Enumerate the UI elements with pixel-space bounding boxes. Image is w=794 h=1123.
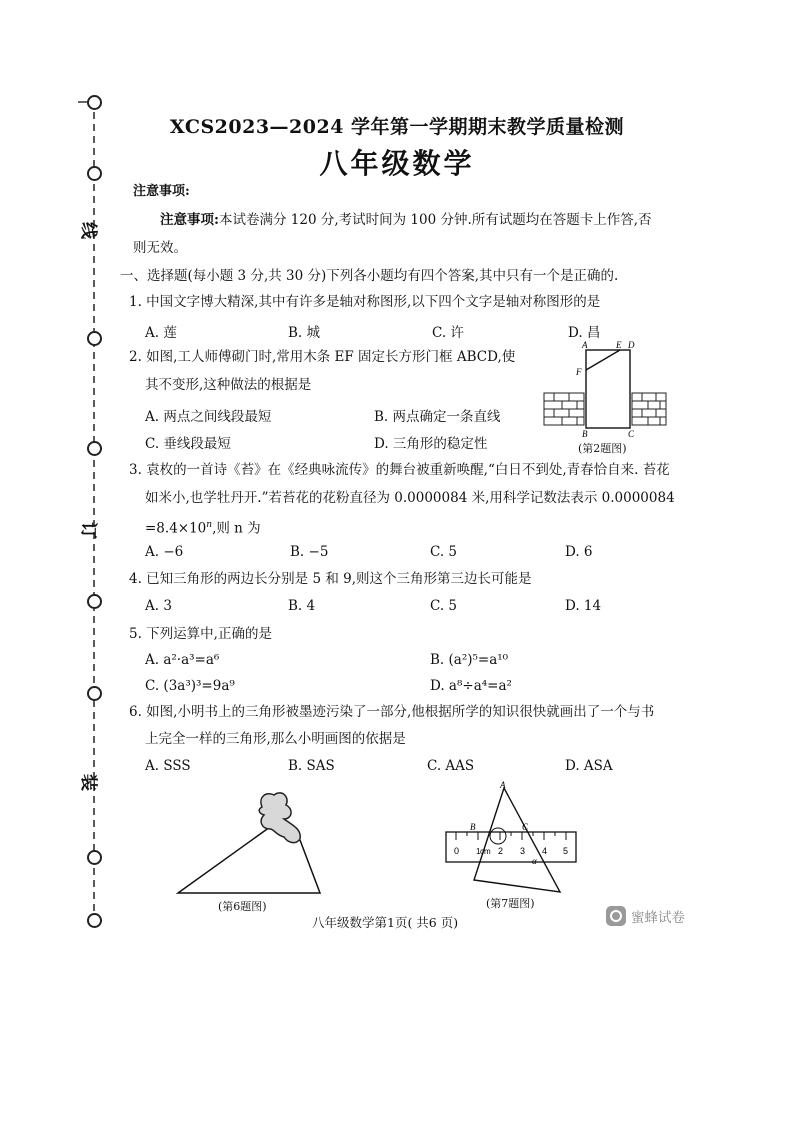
q2-option-d: D. 三角形的稳定性 xyxy=(374,436,488,452)
margin-char-zhuang: 装 xyxy=(78,774,98,791)
question-5-stem: 5. 下列运算中,正确的是 xyxy=(129,626,272,642)
q5-option-d: D. a⁸÷a⁴=a² xyxy=(430,678,512,694)
watermark-text: 蜜蜂试卷 xyxy=(631,910,685,925)
q6-option-d: D. ASA xyxy=(565,758,613,774)
binding-ring xyxy=(87,594,102,609)
ruler-ticks xyxy=(456,832,566,840)
notes-line1 xyxy=(160,211,652,229)
q5-option-a: A. a²·a³=a⁶ xyxy=(145,652,220,668)
label-c: C xyxy=(522,822,529,832)
margin-char-ding: 订 xyxy=(78,522,98,539)
binding-ring xyxy=(87,913,102,928)
q1-option-c: C. 许 xyxy=(432,325,464,341)
label-d: D xyxy=(628,340,635,350)
question-2-stem-line1: 2. 如图,工人师傅砌门时,常用木条 EF 固定长方形门框 ABCD,使 xyxy=(129,349,516,365)
binding-ring xyxy=(87,850,102,865)
notes-line2: 则无效。 xyxy=(133,240,187,256)
ink-stain xyxy=(259,793,300,843)
notes-heading: 注意事项: xyxy=(133,184,190,199)
label-b: B xyxy=(470,822,476,832)
brick-wall-right xyxy=(632,393,666,425)
q5-option-b: B. (a²)⁵=a¹⁰ xyxy=(430,652,509,668)
label-f: F xyxy=(576,367,582,377)
q6-option-c: C. AAS xyxy=(427,758,475,774)
q3-exponent: n xyxy=(206,520,213,530)
question-1-stem: 1. 中国文字博大精深,其中有许多是轴对称图形,以下四个文字是轴对称图形的是 xyxy=(129,294,601,310)
q6-option-a: A. SSS xyxy=(145,758,191,774)
triangle-abc xyxy=(474,788,560,892)
q4-option-b: B. 4 xyxy=(288,598,316,614)
exam-subject: 八年级数学 xyxy=(319,147,475,180)
door-frame-rect xyxy=(586,350,630,428)
q4-option-a: A. 3 xyxy=(145,598,172,614)
brick-wall-left xyxy=(544,393,584,425)
figure-7-caption: (第7题图) xyxy=(486,897,535,910)
q3-formula: =8.4×10 xyxy=(145,520,207,537)
margin-char-xian: 线 xyxy=(78,222,98,239)
watermark-logo xyxy=(606,905,685,927)
q3-option-b: B. −5 xyxy=(290,544,329,560)
label-b: B xyxy=(582,429,588,439)
label-a: A xyxy=(500,780,506,790)
ruler-tick-3: 3 xyxy=(520,846,526,856)
binding-ring xyxy=(87,331,102,346)
ruler-tick-0: 0 xyxy=(454,846,460,856)
label-alpha: α xyxy=(532,856,537,866)
q3-option-d: D. 6 xyxy=(565,544,593,560)
q3-option-c: C. 5 xyxy=(430,544,458,560)
q4-option-d: D. 14 xyxy=(565,598,602,614)
label-c: C xyxy=(628,429,635,439)
ruler-tick-2: 2 xyxy=(498,846,504,856)
figure-6-triangle xyxy=(170,785,330,905)
figure-2-caption: (第2题图) xyxy=(578,442,627,455)
q2-option-b: B. 两点确定一条直线 xyxy=(374,409,501,425)
figure-6-caption: (第6题图) xyxy=(218,900,267,913)
notes-text: 本试卷满分 120 分,考试时间为 100 分钟.所有试题均在答题卡上作答,否 xyxy=(218,212,652,228)
ruler-unit: cm xyxy=(480,847,491,856)
q2-option-c: C. 垂线段最短 xyxy=(145,436,231,452)
section-heading: 一、选择题(每小题 3 分,共 30 分)下列各小题均有四个答案,其中只有一个是正确的. xyxy=(120,268,619,284)
q6-option-b: B. SAS xyxy=(288,758,335,774)
question-4-stem: 4. 已知三角形的两边长分别是 5 和 9,则这个三角形第三边长可能是 xyxy=(129,571,532,587)
label-e: E xyxy=(616,340,622,350)
binding-ring xyxy=(87,95,102,110)
question-6-stem-line1: 6. 如图,小明书上的三角形被墨迹污染了一部分,他根据所学的知识很快就画出了一个与书 xyxy=(129,704,655,720)
binding-ring xyxy=(87,441,102,456)
q5-option-c: C. (3a³)³=9a⁹ xyxy=(145,678,235,694)
exam-title: XCS2023—2024 学年第一学期期末教学质量检测 xyxy=(169,116,625,138)
label-a: A xyxy=(582,340,588,350)
q1-option-a: A. 莲 xyxy=(145,325,177,341)
question-2-stem-line2: 其不变形,这种做法的根据是 xyxy=(145,377,312,393)
binding-ring xyxy=(87,686,102,701)
watermark-icon xyxy=(606,906,626,926)
q2-option-a: A. 两点之间线段最短 xyxy=(145,409,272,425)
q3-suffix: ,则 n 为 xyxy=(212,520,261,537)
question-6-stem-line2: 上完全一样的三角形,那么小明画图的依据是 xyxy=(145,731,406,747)
ruler-tick-1: 1 xyxy=(476,847,481,856)
notes-label: 注意事项: xyxy=(160,212,219,228)
ruler-tick-4: 4 xyxy=(542,846,548,856)
page-footer: 八年级数学第1页( 共6 页) xyxy=(312,915,459,930)
ruler xyxy=(446,832,576,862)
figure-7-triangle-ruler xyxy=(440,780,585,895)
ruler-tick-5: 5 xyxy=(563,846,569,856)
q1-option-b: B. 城 xyxy=(288,325,321,341)
q3-option-a: A. −6 xyxy=(145,544,184,560)
question-3-stem-line2: 如米小,也学牡丹开.”若苔花的花粉直径为 0.0000084 米,用科学记数法表示 0.0000084 xyxy=(145,490,675,506)
question-3-stem-line1: 3. 袁枚的一首诗《苔》在《经典咏流传》的舞台被重新唤醒,“白日不到处,青春恰自来. 苔花 xyxy=(129,462,670,478)
q4-option-c: C. 5 xyxy=(430,598,458,614)
question-3-stem-line3 xyxy=(145,516,261,538)
protractor-mark xyxy=(490,828,506,844)
q1-option-d: D. 昌 xyxy=(568,325,601,341)
